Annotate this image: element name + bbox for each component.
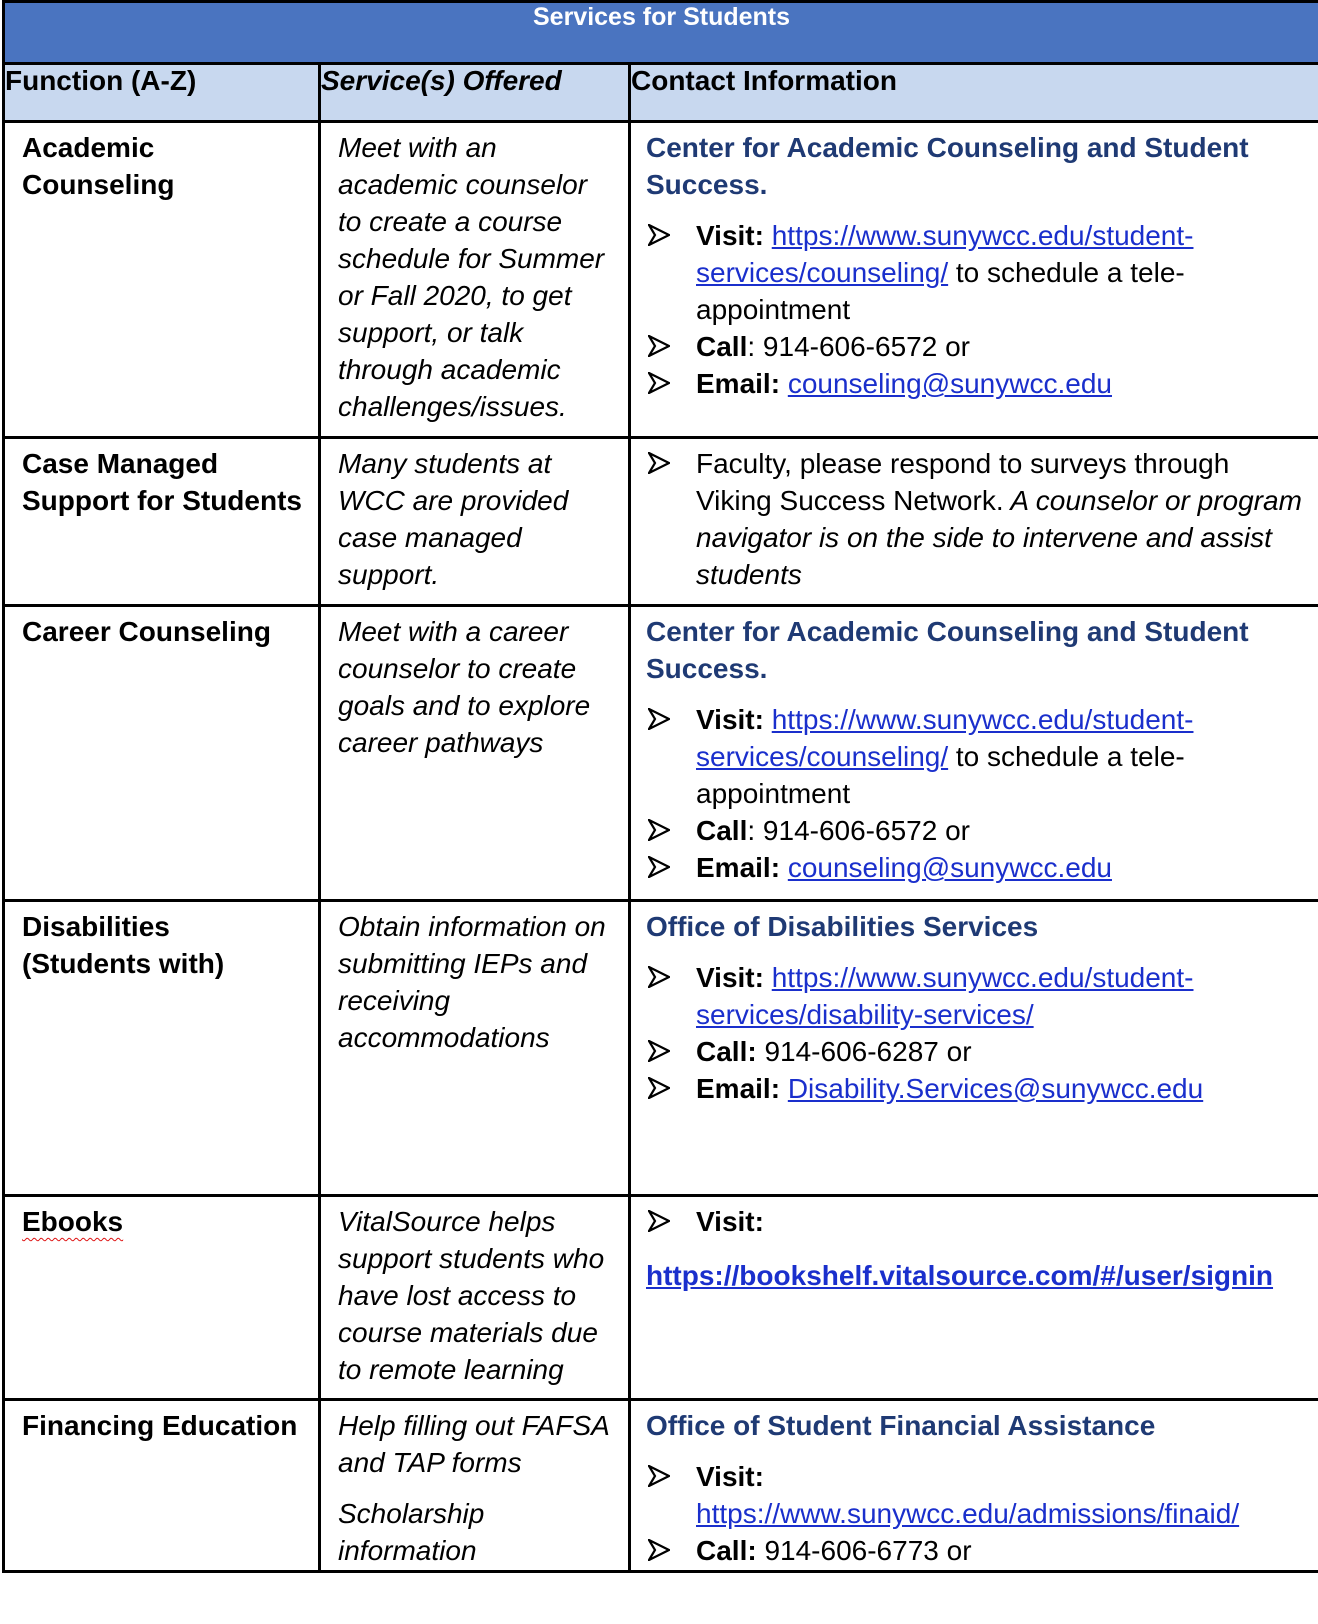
call-number: : 914-606-6572 or (747, 815, 970, 846)
visit-label: Visit: (696, 704, 764, 735)
visit-item (646, 701, 1308, 812)
vitalsource-link[interactable]: https://bookshelf.vitalsource.com/#/user/signin (646, 1260, 1274, 1291)
disability-email-link[interactable]: Disability.Services@sunywcc.edu (787, 1073, 1204, 1104)
counseling-link[interactable]: https://www.sunywcc.edu/student-services/counseling/ (696, 704, 1194, 772)
table-row (4, 1196, 1318, 1400)
arrow-bullet-icon (648, 819, 670, 841)
table-row (4, 606, 1318, 901)
contact-list (646, 1458, 1308, 1569)
arrow-bullet-icon (648, 1539, 670, 1561)
service-offered-cell: VitalSource helps support students who have lost access to course materials due to remote learning (320, 1196, 630, 1400)
arrow-bullet-icon (648, 335, 670, 357)
arrow-bullet-icon (648, 224, 670, 246)
service-offered-cell: Meet with an academic counselor to create a course schedule for Summer or Fall 2020, to get support, or talk through academic challenges/issues. (320, 122, 630, 438)
visit-suffix: to schedule a tele-appointment (696, 257, 1185, 325)
header-contact-information: Contact Information (630, 64, 1318, 122)
call-item (646, 1033, 1308, 1070)
arrow-bullet-icon (648, 966, 670, 988)
contact-list (646, 959, 1308, 1107)
visit-item (646, 1458, 1308, 1532)
call-label: Call (696, 331, 748, 362)
contact-list (646, 701, 1308, 886)
disability-services-link[interactable]: https://www.sunywcc.edu/student-services/disability-services/ (696, 962, 1194, 1030)
arrow-bullet-icon (648, 856, 670, 878)
service-offered-cell: Obtain information on submitting IEPs and receiving accommodations (320, 901, 630, 1196)
table-row (4, 438, 1318, 606)
arrow-bullet-icon (648, 1040, 670, 1062)
contact-cell (630, 901, 1318, 1196)
contact-cell (630, 606, 1318, 901)
email-label: Email: (696, 852, 781, 883)
function-cell (4, 1196, 320, 1400)
contact-list (646, 217, 1308, 402)
counseling-link[interactable]: https://www.sunywcc.edu/student-services/counseling/ (696, 220, 1194, 288)
offered-extra-text: Scholarship information (338, 1498, 485, 1566)
visit-item (646, 959, 1308, 1033)
call-number: 914-606-6287 or (756, 1036, 972, 1067)
call-item (646, 328, 1308, 365)
counseling-email-link[interactable]: counseling@sunywcc.edu (787, 852, 1112, 883)
ebooks-label: Ebooks (22, 1206, 124, 1237)
header-function: Function (A-Z) (4, 64, 320, 122)
visit-label: Visit: (696, 220, 764, 251)
visit-label: Visit: (696, 1461, 764, 1492)
call-label: Call: (696, 1036, 757, 1067)
service-offered-cell: Meet with a career counselor to create goals and to explore career pathways (320, 606, 630, 901)
table-row (4, 1400, 1318, 1572)
arrow-bullet-icon (648, 708, 670, 730)
table-header-row (4, 64, 1318, 122)
org-name: Office of Student Financial Assistance (646, 1410, 1156, 1441)
call-number: : 914-606-6572 or (747, 331, 970, 362)
call-label: Call: (696, 1535, 757, 1566)
contact-cell (630, 1400, 1318, 1572)
email-item (646, 1070, 1308, 1107)
org-name: Center for Academic Counseling and Student Success. (646, 616, 1249, 684)
service-offered-cell: Many students at WCC are provided case managed support. (320, 438, 630, 606)
function-cell: Case Managed Support for Students (4, 438, 320, 606)
counselor-note: A counselor or program navigator is on the side to intervene and assist students (696, 485, 1302, 590)
arrow-bullet-icon (648, 1210, 670, 1232)
table-row (4, 901, 1318, 1196)
contact-list (646, 445, 1308, 593)
table-title: Services for Students (4, 2, 1318, 64)
table-title-row (4, 2, 1318, 64)
visit-item (646, 217, 1308, 328)
call-label: Call (696, 815, 748, 846)
call-item (646, 1532, 1308, 1569)
contact-list (646, 1203, 1308, 1240)
email-label: Email: (696, 1073, 781, 1104)
org-name: Office of Disabilities Services (646, 911, 1039, 942)
visit-item (646, 1203, 1308, 1240)
arrow-bullet-icon (648, 372, 670, 394)
email-item (646, 849, 1308, 886)
header-service-offered: Service(s) Offered (320, 64, 630, 122)
function-cell: Academic Counseling (4, 122, 320, 438)
email-label: Email: (696, 368, 781, 399)
visit-label: Visit: (696, 1206, 764, 1237)
faculty-note: Faculty, please respond to surveys through Viking Success Network. (696, 448, 1230, 516)
visit-suffix: to schedule a tele-appointment (696, 741, 1185, 809)
org-name: Center for Academic Counseling and Student Success. (646, 132, 1249, 200)
finaid-link[interactable]: https://www.sunywcc.edu/admissions/finaid/ (696, 1498, 1240, 1529)
service-offered-cell (320, 1400, 630, 1572)
arrow-bullet-icon (648, 1077, 670, 1099)
faculty-note-item (646, 445, 1308, 593)
contact-cell (630, 438, 1318, 606)
offered-text: Help filling out FAFSA and TAP forms (338, 1410, 609, 1478)
function-cell: Career Counseling (4, 606, 320, 901)
visit-label: Visit: (696, 962, 764, 993)
call-item (646, 812, 1308, 849)
table-row (4, 122, 1318, 438)
arrow-bullet-icon (648, 452, 670, 474)
arrow-bullet-icon (648, 1465, 670, 1487)
counseling-email-link[interactable]: counseling@sunywcc.edu (787, 368, 1112, 399)
function-cell: Financing Education (4, 1400, 320, 1572)
services-table (2, 0, 1318, 1573)
email-item (646, 365, 1308, 402)
function-cell: Disabilities (Students with) (4, 901, 320, 1196)
contact-cell (630, 122, 1318, 438)
call-number: 914-606-6773 or (756, 1535, 972, 1566)
contact-cell (630, 1196, 1318, 1400)
